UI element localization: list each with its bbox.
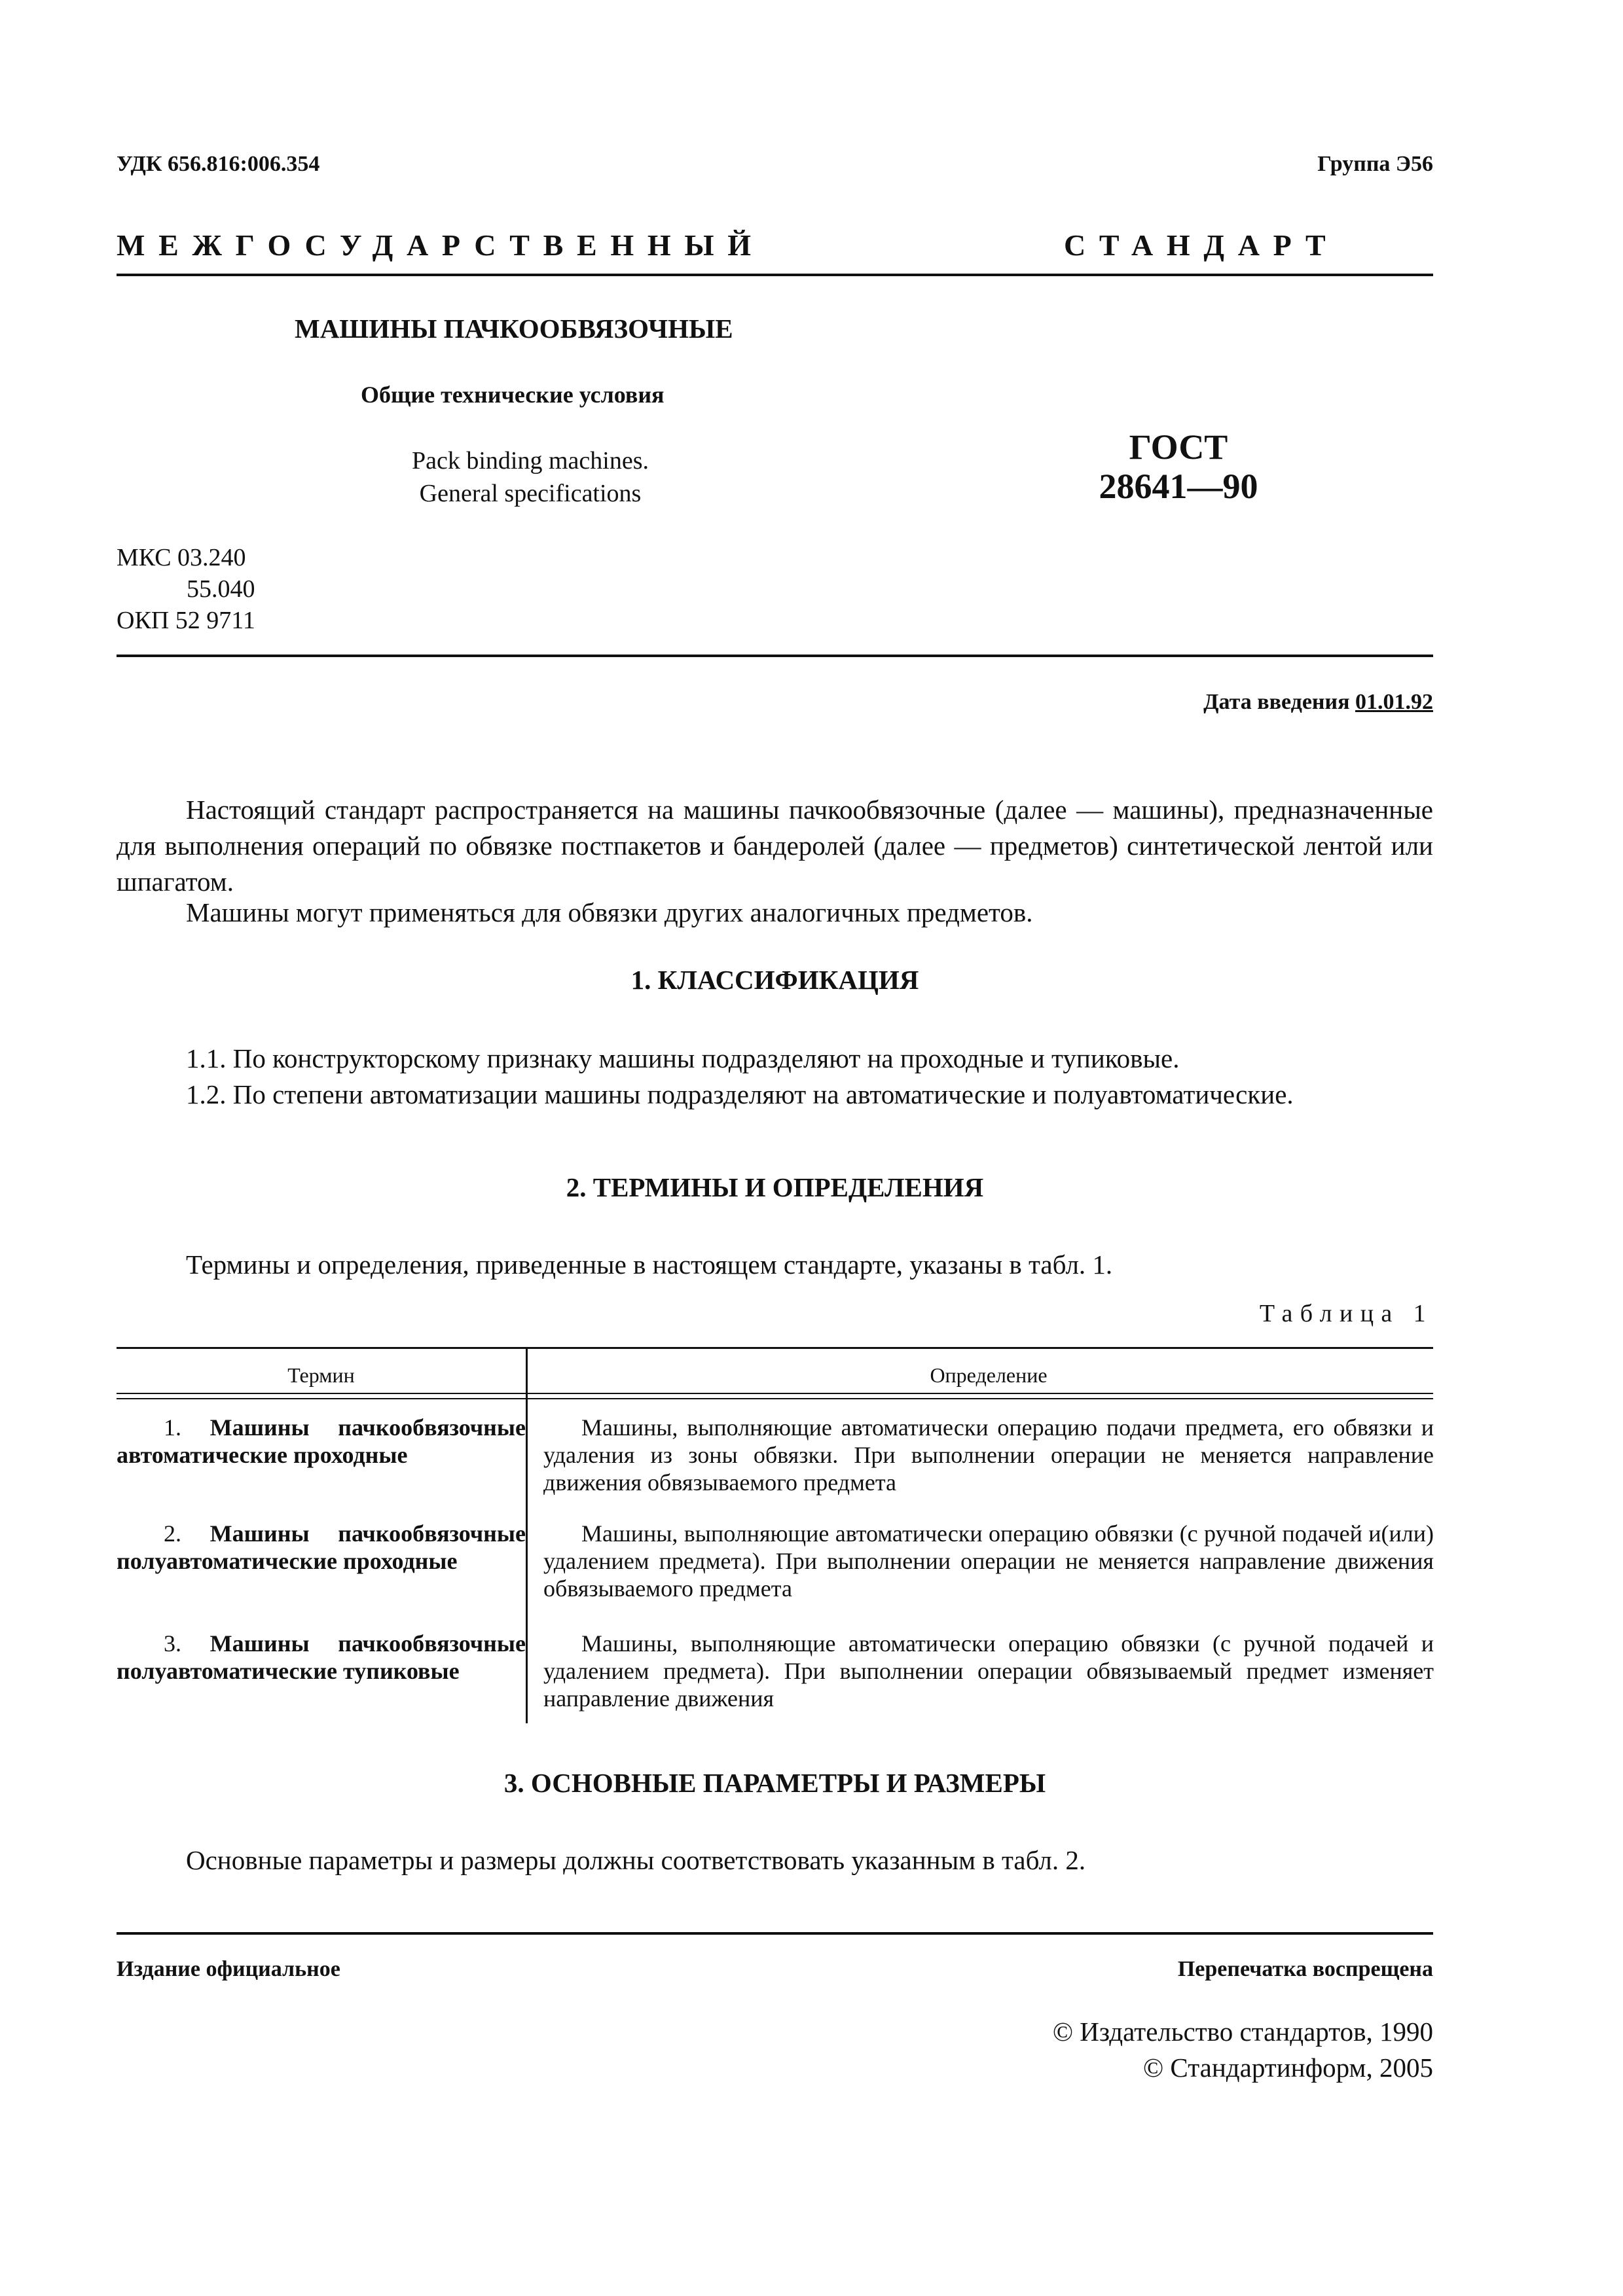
table-row-2-definition: Машины, выполняющие автоматически операцию обвязки (с ручной подачей и(или) удалением предмета). При выполнении операции не меняется направление движения обвязываемого предмета [543, 1520, 1434, 1602]
doc-subtitle: Общие технические условия [361, 382, 665, 408]
table-row-1-term-text: Машины пачкообвязочные автоматические проходные [117, 1414, 526, 1468]
table-row-1-term [117, 1414, 526, 1469]
intro-date [1203, 690, 1433, 715]
okp-code: ОКП 52 9711 [117, 607, 255, 634]
table-row-2-num: 2. [164, 1520, 181, 1547]
table-top-rule [117, 1347, 1433, 1349]
intro-paragraph-2: Машины могут применяться для обвязки других аналогичных предметов. [186, 897, 1033, 927]
gost-label: ГОСТ [1129, 427, 1228, 467]
table-row-2-term-text: Машины пачкообвязочные полуавтоматические проходные [117, 1520, 526, 1574]
copyright-2: © Стандартинформ, 2005 [1143, 2053, 1433, 2083]
group-code: Группа Э56 [1317, 152, 1433, 176]
section-2-heading: 2. ТЕРМИНЫ И ОПРЕДЕЛЕНИЯ [566, 1172, 984, 1202]
table-row-1-definition: Машины, выполняющие автоматически операцию подачи предмета, его обвязки и удаления из зоны обвязки. При выполнении операции не меняется направление движения обвязываемого предмета [543, 1414, 1434, 1496]
table-row-2-term [117, 1520, 526, 1575]
doc-title: МАШИНЫ ПАЧКООБВЯЗОЧНЫЕ [295, 314, 733, 344]
intro-date-value: 01.01.92 [1355, 690, 1433, 714]
banner-rule [117, 274, 1433, 276]
footer-rule [117, 1932, 1433, 1935]
section-1-p2: 1.2. По степени автоматизации машины подразделяют на автоматические и полуавтоматические. [186, 1079, 1294, 1109]
table-header-rule-1 [117, 1393, 1433, 1394]
section-1-p1: 1.1. По конструкторскому признаку машины подразделяют на проходные и тупиковые. [186, 1043, 1180, 1073]
table-column-divider [526, 1347, 528, 1723]
udk-code: УДК 656.816:006.354 [117, 152, 320, 176]
table-1-caption: Таблица 1 [1259, 1300, 1433, 1327]
table-header-definition: Определение [930, 1363, 1048, 1387]
copyright-1: © Издательство стандартов, 1990 [1052, 2017, 1433, 2047]
intro-paragraph-1: Настоящий стандарт распространяется на машины пачкообвязочные (далее — машины), предназначенные для выполнения операций по обвязке постпакетов и бандеролей (далее — предметов) синтетической лентой или шпагатом. [117, 795, 1433, 897]
table-row-3-term [117, 1630, 526, 1685]
table-header-term: Термин [287, 1363, 355, 1387]
section-1-heading: 1. КЛАССИФИКАЦИЯ [630, 965, 919, 995]
banner-right: СТАНДАРТ [1064, 228, 1340, 262]
table-row-1-num: 1. [164, 1414, 181, 1441]
title-en-line2: General specifications [419, 480, 642, 507]
table-row-3-num: 3. [164, 1630, 181, 1657]
edition-label: Издание официальное [117, 1957, 340, 1981]
title-en-line1: Pack binding machines. [412, 447, 649, 475]
reprint-label: Перепечатка воспрещена [1177, 1957, 1433, 1981]
gost-number: 28641—90 [1099, 467, 1258, 506]
banner-left: МЕЖГОСУДАРСТВЕННЫЙ [117, 228, 765, 262]
intro-date-label: Дата введения [1203, 690, 1350, 714]
mks-code: МКС 03.240 [117, 544, 246, 571]
section-2-p1: Термины и определения, приведенные в настоящем стандарте, указаны в табл. 1. [186, 1249, 1113, 1280]
section-3-p1: Основные параметры и размеры должны соответствовать указанным в табл. 2. [186, 1845, 1086, 1875]
table-row-3-term-text: Машины пачкообвязочные полуавтоматические тупиковые [117, 1630, 526, 1684]
table-header-rule-2 [117, 1398, 1433, 1399]
section-3-heading: 3. ОСНОВНЫЕ ПАРАМЕТРЫ И РАЗМЕРЫ [503, 1768, 1046, 1798]
table-row-3-definition: Машины, выполняющие автоматически операцию обвязки (с ручной подачей и удалением предмета). При выполнении операции обвязываемый предмет изменяет направление движения [543, 1630, 1434, 1712]
mks-code-2: 55.040 [187, 575, 255, 603]
header-rule [117, 655, 1433, 657]
